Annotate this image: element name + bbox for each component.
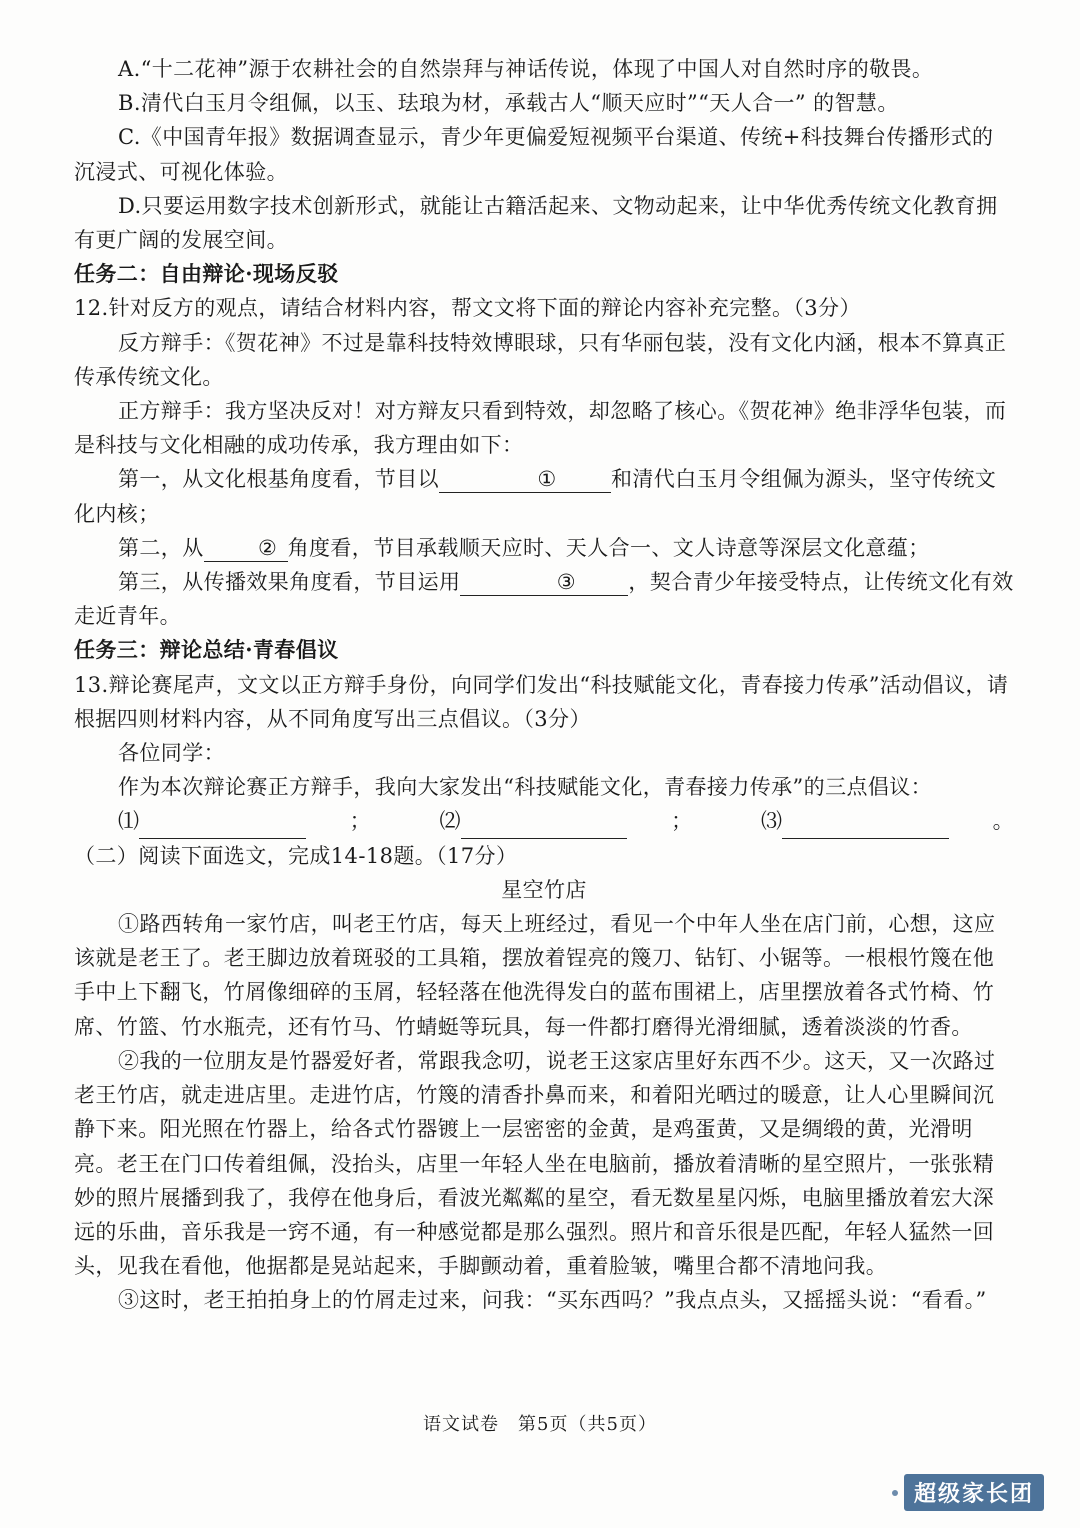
task3-title: 任务三：辩论总结·青春倡议 <box>74 637 339 663</box>
reason-third <box>74 565 1014 633</box>
blank-2[interactable]: ② <box>204 535 288 562</box>
article-paragraph-3: ③这时，老王拍拍身上的竹屑走过来，问我：“买东西吗？”我点点头，又摇摇头说：“看看。” <box>118 1288 987 1313</box>
page-footer: 语文试卷 第5页（共5页） <box>423 1414 657 1435</box>
task2-title: 任务二：自由辩论·现场反驳 <box>74 261 339 287</box>
proposal-blanks <box>74 804 1014 838</box>
reason-first <box>74 462 1014 530</box>
blank-1[interactable]: ① <box>439 466 611 493</box>
proposal-intro: 作为本次辩论赛正方辩手，我向大家发出“科技赋能文化，青春接力传承”的三点倡议： <box>118 775 933 800</box>
option-d: D.只要运用数字技术创新形式，就能让古籍活起来、文物动起来，让中华优秀传统文化教育拥有更广阔的发展空间。 <box>74 193 998 253</box>
proposal-blank-1[interactable] <box>139 804 305 838</box>
proposal-blank-2[interactable] <box>461 804 627 838</box>
proposal-mark-3: ⑶ <box>761 809 783 834</box>
reason-first-lead: 第一，从文化根基角度看，节目以 <box>118 467 439 492</box>
option-a: A.“十二花神”源于农耕社会的自然崇拜与神话传说，体现了中国人对自然时序的敬畏。 <box>118 57 934 81</box>
section2-heading: （二）阅读下面选文，完成14-18题。（17分） <box>74 843 518 868</box>
proposal-sep-1: ； <box>349 809 371 834</box>
reason-second-lead: 第二，从 <box>118 535 204 560</box>
question-12: 12.针对反方的观点，请结合材料内容，帮文文将下面的辩论内容补充完整。（3分） <box>74 296 861 321</box>
reason-third-lead: 第三，从传播效果角度看，节目运用 <box>118 570 461 595</box>
option-b: B.清代白玉月令组佩，以玉、珐琅为材，承载古人“顺天应时”“天人合一” 的智慧。 <box>118 91 899 116</box>
page-body <box>74 52 1014 1318</box>
proposal-end: 。 <box>992 809 1014 834</box>
watermark-logo: 超级家长团 <box>904 1474 1044 1511</box>
greeting: 各位同学： <box>118 741 225 766</box>
blank-3[interactable]: ③ <box>460 569 628 596</box>
reason-second-tail: 角度看，节目承载顺天应时、天人合一、文人诗意等深层文化意蕴； <box>287 535 930 560</box>
article-paragraph-2: ②我的一位朋友是竹器爱好者，常跟我念叨，说老王这家店里好东西不少。这天，又一次路过老王竹店，就走进店里。走进竹店，竹篾的清香扑鼻而来，和着阳光晒过的暖意，让人心里瞬间沉静下来。阳光照在竹器上，给各式竹器镀上一层密密的金黄，是鸡蛋黄，又是绸缎的黄，光滑明亮。老王在门口传着组佩，没抬头，店里一年轻人坐在电脑前，播放着清晰的星空照片，一张张精妙的照片展播到我了，我停在他身后，看波光粼粼的星空，看无数星星闪烁，电脑里播放着宏大深远的乐曲，音乐我是一窍不通，有一种感觉都是那么强烈。照片和音乐很是匹配，年轻人猛然一回头，见我在看他，他据都是晃站起来，手脚颤动着，重着脸皱，嘴里合都不清地问我。 <box>74 1048 996 1279</box>
proposal-sep-2: ； <box>671 809 693 834</box>
proposal-mark-1: ⑴ <box>118 809 140 834</box>
question-13: 13.辩论赛尾声，文文以正方辩手身份，向同学们发出“科技赋能文化，青春接力传承”活动倡议，请根据四则材料内容，从不同角度写出三点倡议。（3分） <box>74 672 1009 731</box>
watermark <box>892 1474 1044 1511</box>
article-title: 星空竹店 <box>501 877 587 902</box>
option-c: C.《中国青年报》数据调查显示，青少年更偏爱短视频平台渠道、传统+科技舞台传播形式的沉浸式、可视化体验。 <box>74 125 994 184</box>
pro-debater: 正方辩手：我方坚决反对！对方辩友只看到特效，却忽略了核心。《贺花神》绝非浮华包装，而是科技与文化相融的成功传承，我方理由如下： <box>74 399 1007 458</box>
reason-second <box>74 531 1014 565</box>
article-paragraph-1: ①路西转角一家竹店，叫老王竹店，每天上班经过，看见一个中年人坐在店门前，心想，这应该就是老王了。老王脚边放着斑驳的工具箱，摆放着锃亮的篾刀、钻钉、小锯等。一根根竹篾在他手中上下翻飞，竹屑像细碎的玉屑，轻轻落在他洗得发白的蓝布围裙上，店里摆放着各式竹椅、竹席、竹篮、竹水瓶壳，还有竹马、竹蜻蜓等玩具，每一件都打磨得光滑细腻，透着淡淡的竹香。 <box>74 912 996 1039</box>
proposal-mark-2: ⑵ <box>439 809 461 834</box>
reason-first-tail: 和清代白玉月令组佩为源头，坚守传统文化内核； <box>74 467 997 526</box>
con-debater: 反方辩手：《贺花神》不过是靠科技特效博眼球，只有华丽包装，没有文化内涵，根本不算真正传承传统文化。 <box>74 330 1007 389</box>
reason-third-tail: ，契合青少年接受特点，让传统文化有效走近青年。 <box>74 570 1014 629</box>
watermark-dot-icon <box>892 1490 898 1496</box>
proposal-blank-3[interactable] <box>782 804 948 838</box>
